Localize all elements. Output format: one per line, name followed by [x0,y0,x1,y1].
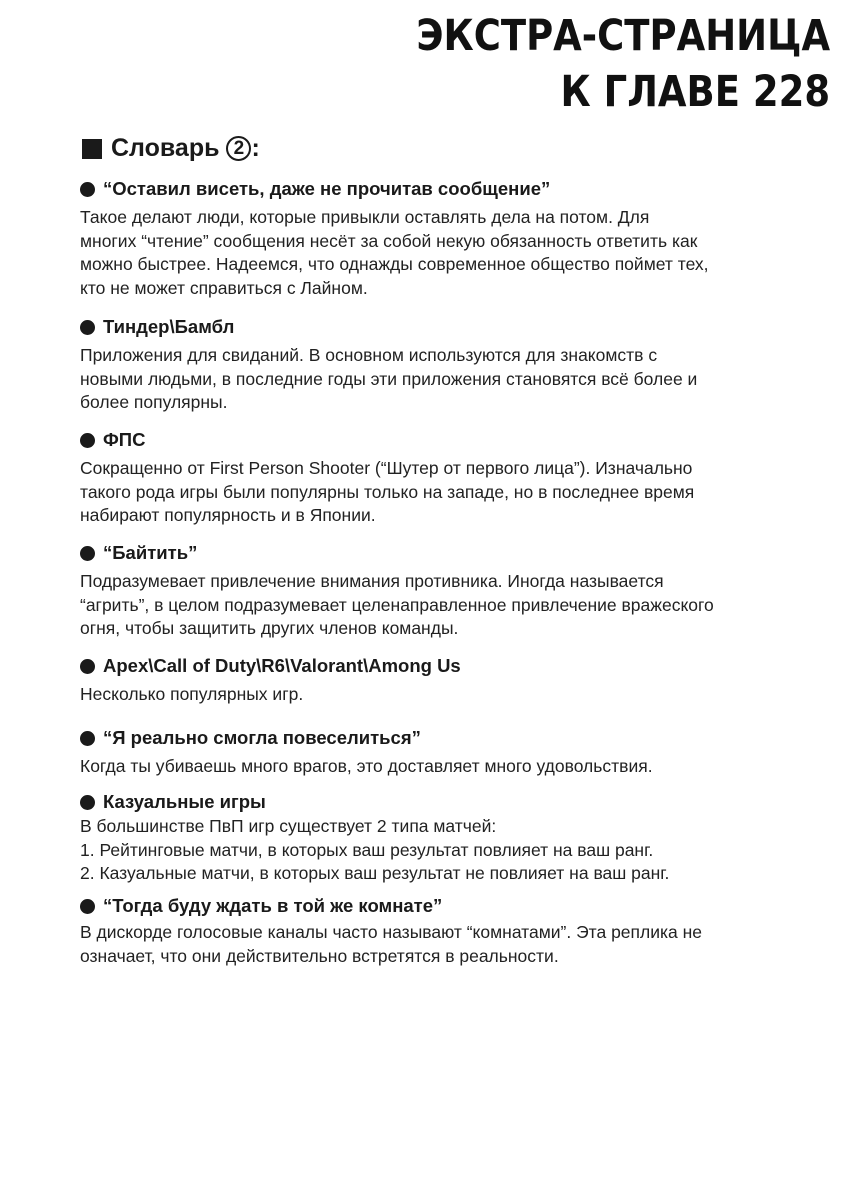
glossary-entry [80,429,780,528]
definition-line: набирают популярность и в Японии. [80,505,376,525]
bullet-icon [80,899,95,914]
bullet-icon [80,731,95,746]
definition-line: означает, что они действительно встретятся в реальности. [80,946,559,966]
definition-line: Несколько популярных игр. [80,684,304,704]
glossary-term-text: “Тогда буду ждать в той же комнате” [103,895,443,916]
glossary-definition [80,815,780,886]
glossary-term-text: Apex\Call of Duty\R6\Valorant\Among Us [103,655,461,676]
glossary-entry [80,727,780,779]
definition-line: 2. Казуальные матчи, в которых ваш результат не повлияет на ваш ранг. [80,863,670,883]
page-title-line-2: К ГЛАВЕ 228 [560,67,830,117]
bullet-icon [80,659,95,674]
bullet-icon [80,546,95,561]
definition-line: более популярны. [80,392,228,412]
glossary-term [80,727,780,749]
definition-line: многих “чтение” сообщения несёт за собой некую обязанность ответить как [80,230,698,251]
definition-line: можно быстрее. Надеемся, что однажды современное общество поймет тех, [80,254,709,274]
glossary-term-text: Тиндер\Бамбл [103,316,235,337]
definition-line: В дискорде голосовые каналы часто называют “комнатами”. Эта реплика не [80,922,703,942]
definition-line: В большинстве ПвП игр существует 2 типа матчей: [80,816,497,836]
section-heading [82,134,260,163]
definition-line: “агрить”, в целом подразумевает целенаправленное привлечение вражеского [80,594,714,615]
definition-line: Такое делают люди, которые привыкли оставлять дела на потом. Для [80,207,650,227]
page-title [416,8,830,120]
definition-line: такого рода игры были популярны только на западе, но в последнее время [80,481,695,502]
circled-number-badge: 2 [226,136,251,161]
page-title-line-1: ЭКСТРА-СТРАНИЦА [416,11,830,61]
glossary-entry [80,895,780,968]
glossary-entry [80,791,780,886]
section-heading-label: Словарь [111,134,220,162]
definition-line: огня, чтобы защитить других членов команды. [80,618,459,638]
bullet-icon [80,433,95,448]
glossary-term-text: “Я реально смогла повеселиться” [103,727,421,748]
bullet-icon [80,320,95,335]
glossary-entry [80,178,780,300]
definition-line: кто не может справиться с Лайном. [80,277,368,298]
glossary-entry [80,316,780,415]
glossary-term [80,791,780,813]
glossary-term [80,429,780,451]
definition-line: новыми людьми, в последние годы эти приложения становятся всё более и [80,368,698,389]
bullet-icon [80,182,95,197]
glossary-definition [80,683,780,707]
definition-line: Когда ты убиваешь много врагов, это доставляет много удовольствия. [80,756,653,776]
glossary-definition [80,457,780,528]
glossary-definition [80,570,780,641]
glossary-term-text: “Байтить” [103,542,198,563]
definition-line: Подразумевает привлечение внимания противника. Иногда называется [80,571,664,591]
glossary-definition [80,755,780,779]
square-bullet-icon [82,139,102,159]
glossary-definition [80,344,780,415]
definition-line: 1. Рейтинговые матчи, в которых ваш результат повлияет на ваш ранг. [80,839,654,860]
glossary-term-text: “Оставил висеть, даже не прочитав сообщение” [103,178,551,199]
glossary-term-text: Казуальные игры [103,791,266,812]
definition-line: Приложения для свиданий. В основном используются для знакомств с [80,345,658,365]
glossary-term [80,655,780,677]
glossary-definition [80,920,780,968]
glossary-term [80,895,780,917]
definition-line: Сокращенно от First Person Shooter (“Шутер от первого лица”). Изначально [80,458,693,478]
glossary-term-text: ФПС [103,429,146,450]
bullet-icon [80,795,95,810]
glossary-entry [80,542,780,641]
glossary-term [80,542,780,564]
glossary-term [80,178,780,200]
glossary-term [80,316,780,338]
glossary-definition [80,206,780,300]
glossary-entry [80,655,780,707]
section-heading-colon: : [251,134,260,162]
